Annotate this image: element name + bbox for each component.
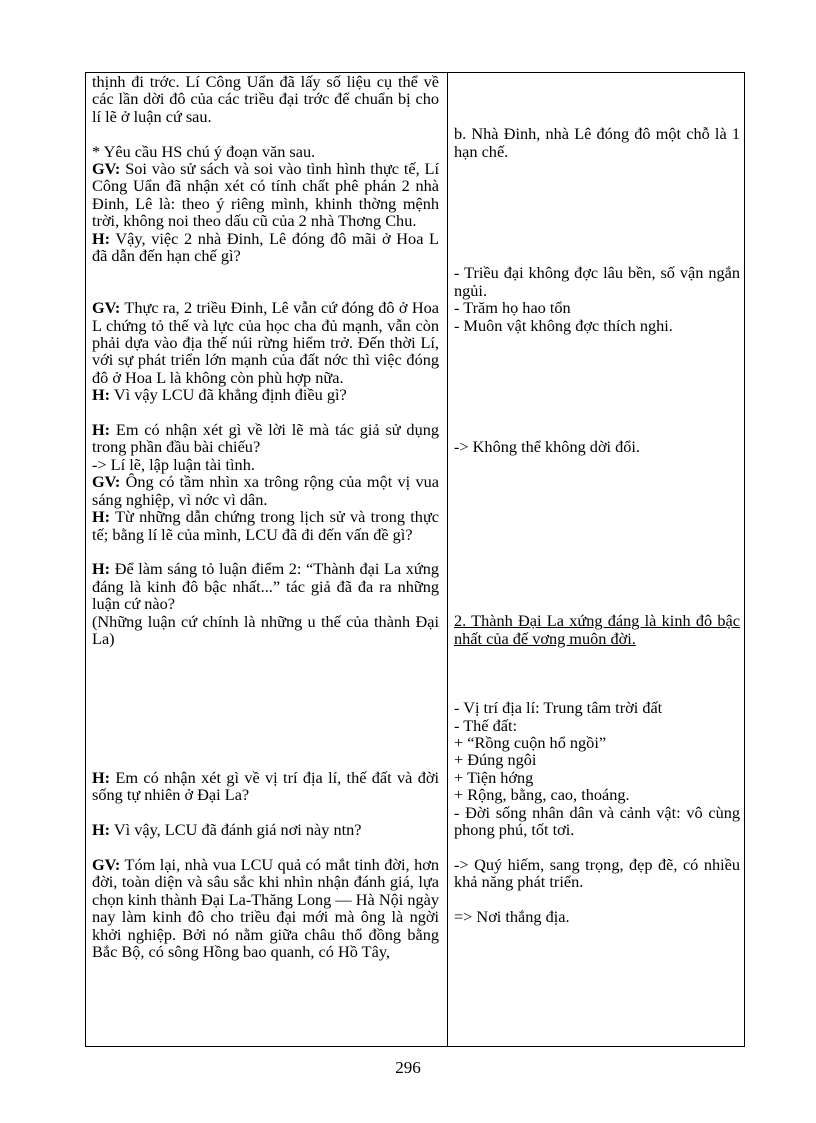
right-paragraph: + Rộng, bằng, cao, thoáng. <box>454 785 630 805</box>
paragraph-text: Em có nhận xét gì về vị trí địa lí, thế đất và đời sống tự nhiên ở Đại La? <box>92 768 439 805</box>
speaker-label: H: <box>92 385 111 405</box>
left-paragraph <box>92 473 439 508</box>
paragraph-text: Ông có tầm nhìn xa trông rộng của một vị vua sáng nghiệp, vì nớc vì dân. <box>92 472 439 509</box>
speaker-label: H: <box>92 768 111 788</box>
speaker-label: GV: <box>92 855 121 875</box>
paragraph-text: Thực ra, 2 triều Đinh, Lê vẫn cứ đóng đô ở Hoa L chứng tỏ thế và lực của học cha đủ mạnh, vẫn còn phải dựa vào địa thế núi rừng hiểm trở. Đến thời Lí, với sự phát triển lớn mạnh của đất nớc thì việc đóng đô ở Hoa L là không còn phù hợp nữa. <box>92 298 439 387</box>
paragraph-text: Soi vào sử sách và soi vào tình hình thực tế, Lí Công Uẩn đã nhận xét có tính chất phê phán 2 nhà Đinh, Lê là: theo ý riêng mình, khinh thờng mệnh trời, không noi theo dấu cũ của 2 nhà Thơng Chu. <box>92 159 439 231</box>
left-paragraph <box>92 386 439 403</box>
content-column <box>454 73 740 925</box>
left-paragraph: -> Lí lẽ, lập luận tài tình. <box>92 454 255 474</box>
right-paragraph: + Tiện hớng <box>454 767 534 787</box>
left-paragraph <box>92 856 439 960</box>
right-paragraph: - Triều đại không đợc lâu bền, số vận ngắn ngủi. <box>454 263 740 300</box>
paragraph-text: Vì vậy, LCU đã đánh giá nơi này ntn? <box>110 820 362 840</box>
right-paragraph: + Đúng ngôi <box>454 750 537 770</box>
left-paragraph <box>92 421 439 456</box>
right-paragraph: -> Quý hiếm, sang trọng, đẹp đẽ, có nhiều khả năng phát triển. <box>454 854 740 892</box>
speaker-label: GV: <box>92 159 121 179</box>
speaker-label: H: <box>92 507 111 527</box>
paragraph-text: Em có nhận xét gì về lời lẽ mà tác giả sử dụng trong phần đầu bài chiếu? <box>92 420 439 457</box>
left-paragraph: (Những luận cứ chính là những u thế của thành Đại La) <box>92 611 439 648</box>
paragraph-text: Vì vậy LCU đã khẳng định điều gì? <box>110 385 347 405</box>
paragraph-text: Từ những dẫn chứng trong lịch sử và trong thực tế; bằng lí lẽ của mình, LCU đã đi đến vấn đề gì? <box>92 507 439 544</box>
paragraph-text: Vậy, việc 2 nhà Đinh, Lê đóng đô mãi ở Hoa L đã dẫn đến hạn chế gì? <box>92 228 439 266</box>
column-divider <box>447 73 448 1046</box>
speaker-label: GV: <box>92 298 121 318</box>
paragraph-text: Để làm sáng tỏ luận điểm 2: “Thành đại La xứng đáng là kinh đô bậc nhất...” tác giả đã đa ra những luận cứ nào? <box>92 559 439 614</box>
left-paragraph <box>92 230 439 265</box>
speaker-label: GV: <box>92 472 121 492</box>
speaker-label: H: <box>92 820 111 840</box>
left-paragraph <box>92 769 439 804</box>
right-paragraph: -> Không thể không dời đổi. <box>454 437 641 457</box>
right-paragraph: - Vị trí địa lí: Trung tâm trời đất <box>454 698 663 718</box>
left-paragraph <box>92 299 439 386</box>
left-paragraph <box>92 821 439 838</box>
page-number: 296 <box>395 1058 421 1077</box>
speaker-label: H: <box>92 559 111 579</box>
lesson-table <box>85 72 745 1047</box>
right-paragraph: + “Rồng cuộn hổ ngồi” <box>454 733 607 753</box>
right-paragraph: - Trăm họ hao tổn <box>454 298 571 318</box>
left-paragraph <box>92 508 439 543</box>
speaker-label: H: <box>92 228 111 248</box>
right-paragraph: - Muôn vật không đợc thích nghi. <box>454 315 673 335</box>
section-heading: 2. Thành Đại La xứng đáng là kinh đô bậc nhất của đế vơng muôn đời. <box>454 611 740 648</box>
right-paragraph: => Nơi thắng địa. <box>454 907 570 927</box>
left-paragraph <box>92 160 439 230</box>
left-paragraph <box>92 560 439 612</box>
left-paragraph: * Yêu cầu HS chú ý đoạn văn sau. <box>92 141 316 161</box>
right-paragraph: b. Nhà Đinh, nhà Lê đóng đô một chỗ là 1 hạn chế. <box>454 124 740 161</box>
speaker-label: H: <box>92 420 111 440</box>
right-paragraph: - Đời sống nhân dân và cảnh vật: vô cùng phong phú, tốt tơi. <box>454 802 740 840</box>
right-paragraph: - Thế đất: <box>454 715 517 735</box>
left-paragraph: thịnh đi trớc. Lí Công Uẩn đã lấy số liệu cụ thể về các lần dời đô của các triều đại trớc để chuẩn bị cho lí lẽ ở luận cứ sau. <box>92 72 439 126</box>
paragraph-text: Tóm lại, nhà vua LCU quả có mắt tinh đời, hơn đời, toàn diện và sâu sắc khi nhìn nhận đánh giá, lựa chọn kinh thành Đại La-Thăng Long — Hà Nội ngày nay làm kinh đô cho triều đại mới mà ông là ngời khởi nghiệp. Bởi nó nằm giữa châu thổ đồng bằng Bắc Bộ, có sông Hồng bao quanh, có Hồ Tây, <box>92 855 439 962</box>
teacher-activity-column <box>92 73 439 961</box>
